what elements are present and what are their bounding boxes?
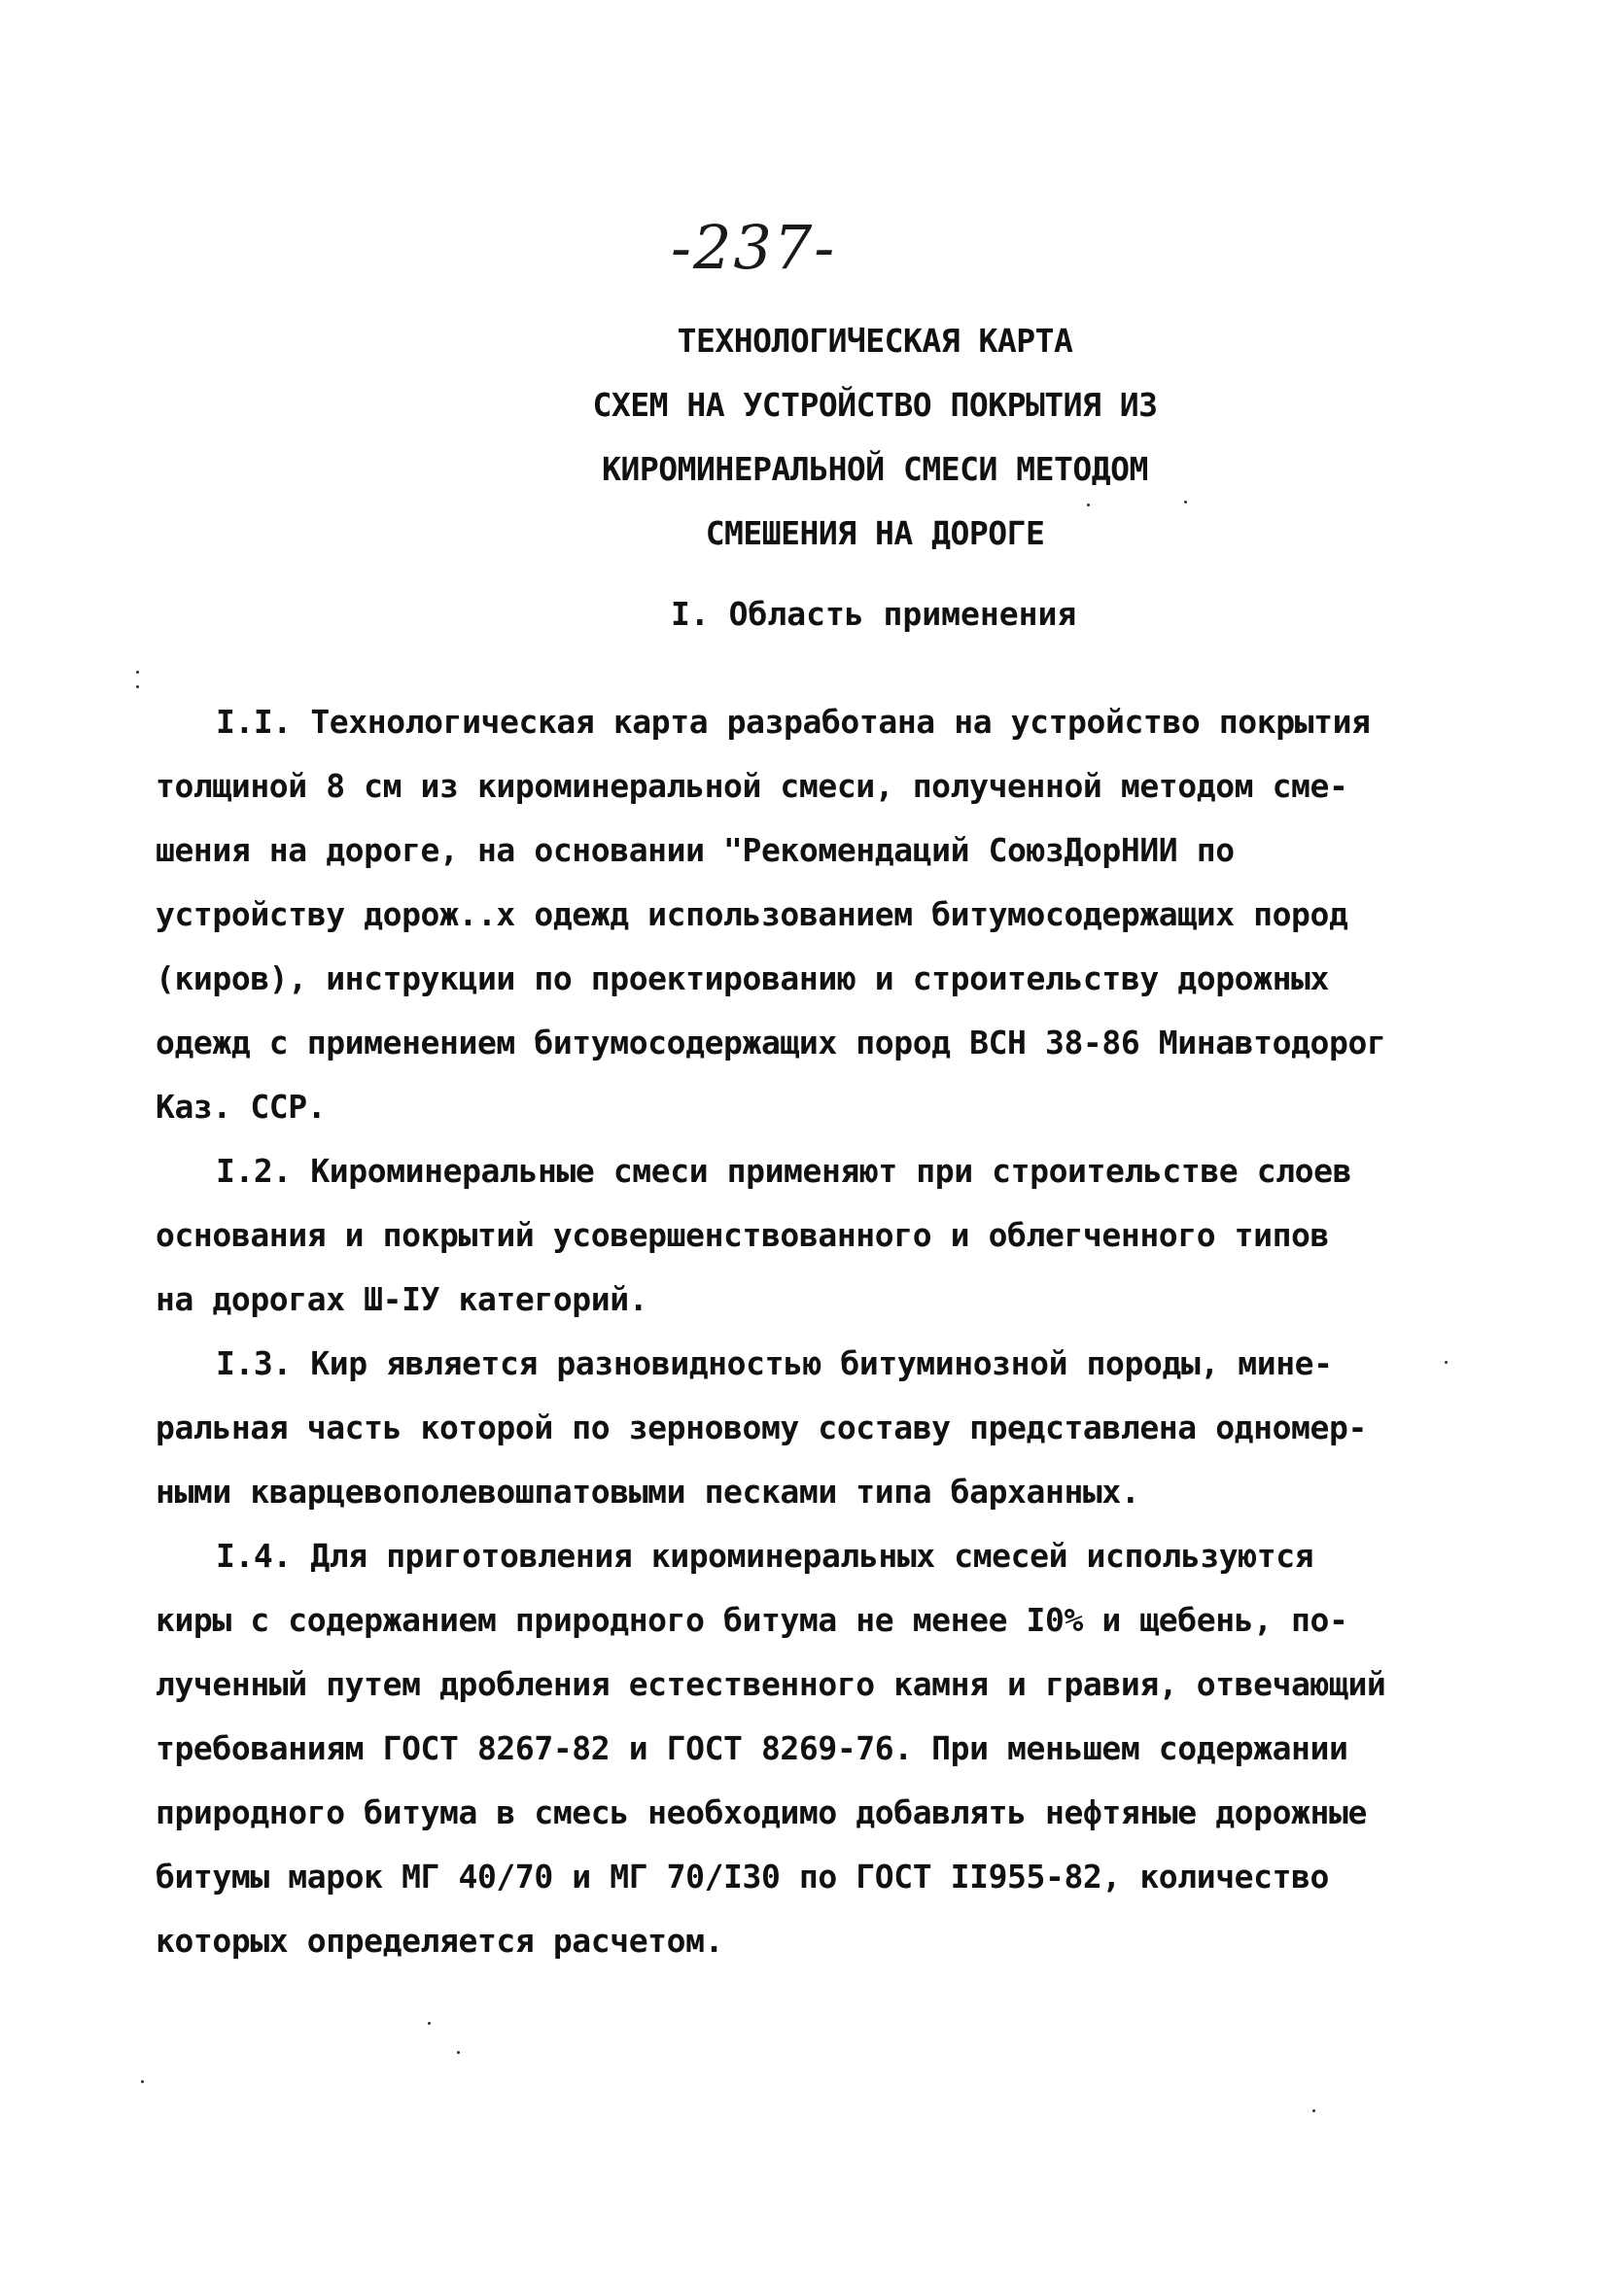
paragraph-line: киры с содержанием природного битума не менее I0% и щебень, по- [156, 1601, 1348, 1639]
paragraph-1-4 [156, 1524, 1458, 1973]
body-text [156, 690, 1458, 1973]
paragraph-line: лученный путем дробления естественного камня и гравия, отвечающий [156, 1665, 1386, 1703]
paragraph-1-3 [156, 1332, 1458, 1524]
scan-speck [428, 2022, 431, 2025]
scan-speck [1445, 1361, 1448, 1364]
paragraph-line: ральная часть которой по зерновому составу представлена одномер- [156, 1409, 1367, 1446]
title-line: СМЕШЕНИЯ НА ДОРОГЕ [705, 514, 1045, 552]
scan-speck [136, 685, 139, 688]
paragraph-line: шения на дороге, на основании "Рекомендаций СоюзДорНИИ по [156, 831, 1235, 869]
paragraph-line: одежд с применением битумосодержащих пород ВСН 38-86 Минавтодорог [156, 1024, 1386, 1061]
title-line: КИРОМИНЕРАЛЬНОЙ СМЕСИ МЕТОДОМ [602, 450, 1148, 488]
paragraph-line: битумы марок МГ 40/70 и МГ 70/I30 по ГОСТ II955-82, количество [156, 1858, 1329, 1896]
paragraph-line: требованиям ГОСТ 8267-82 и ГОСТ 8269-76. При меньшем содержании [156, 1729, 1348, 1767]
paragraph-1-1 [156, 690, 1458, 1139]
scan-speck [1184, 501, 1187, 504]
paragraph-line: Каз. ССР. [156, 1088, 327, 1126]
scan-speck [1087, 504, 1090, 506]
paragraph-line: толщиной 8 см из кироминеральной смеси, полученной методом сме- [156, 767, 1348, 805]
section-heading: I. Область применения [671, 595, 1077, 633]
scan-speck [136, 671, 139, 674]
paragraph-line: на дорогах Ш-IУ категорий. [156, 1280, 648, 1318]
document-title [544, 309, 1205, 566]
page-number: -237- [671, 212, 837, 283]
title-line: СХЕМ НА УСТРОЙСТВО ПОКРЫТИЯ ИЗ [592, 386, 1158, 424]
scan-speck [457, 2051, 460, 2054]
scan-speck [141, 2080, 144, 2083]
paragraph-line: I.I. Технологическая карта разработана на устройство покрытия [216, 703, 1371, 741]
paragraph-line: I.3. Кир является разновидностью битуминозной породы, мине- [216, 1344, 1333, 1382]
scan-speck [1312, 2109, 1315, 2112]
paragraph-1-2 [156, 1139, 1458, 1332]
title-line: ТЕХНОЛОГИЧЕСКАЯ КАРТА [677, 322, 1073, 360]
paragraph-line: I.4. Для приготовления кироминеральных смесей используются [216, 1537, 1314, 1575]
paragraph-line: которых определяется расчетом. [156, 1922, 724, 1960]
paragraph-line: ными кварцевополевошпатовыми песками типа барханных. [156, 1473, 1140, 1511]
paragraph-line: устройству дорож..х одежд использованием битумосодержащих пород [156, 895, 1348, 933]
paragraph-line: основания и покрытий усовершенствованного и облегченного типов [156, 1216, 1329, 1254]
paragraph-line: I.2. Кироминеральные смеси применяют при строительстве слоев [216, 1152, 1352, 1190]
paragraph-line: (киров), инструкции по проектированию и строительству дорожных [156, 959, 1329, 997]
paragraph-line: природного битума в смесь необходимо добавлять нефтяные дорожные [156, 1793, 1367, 1831]
